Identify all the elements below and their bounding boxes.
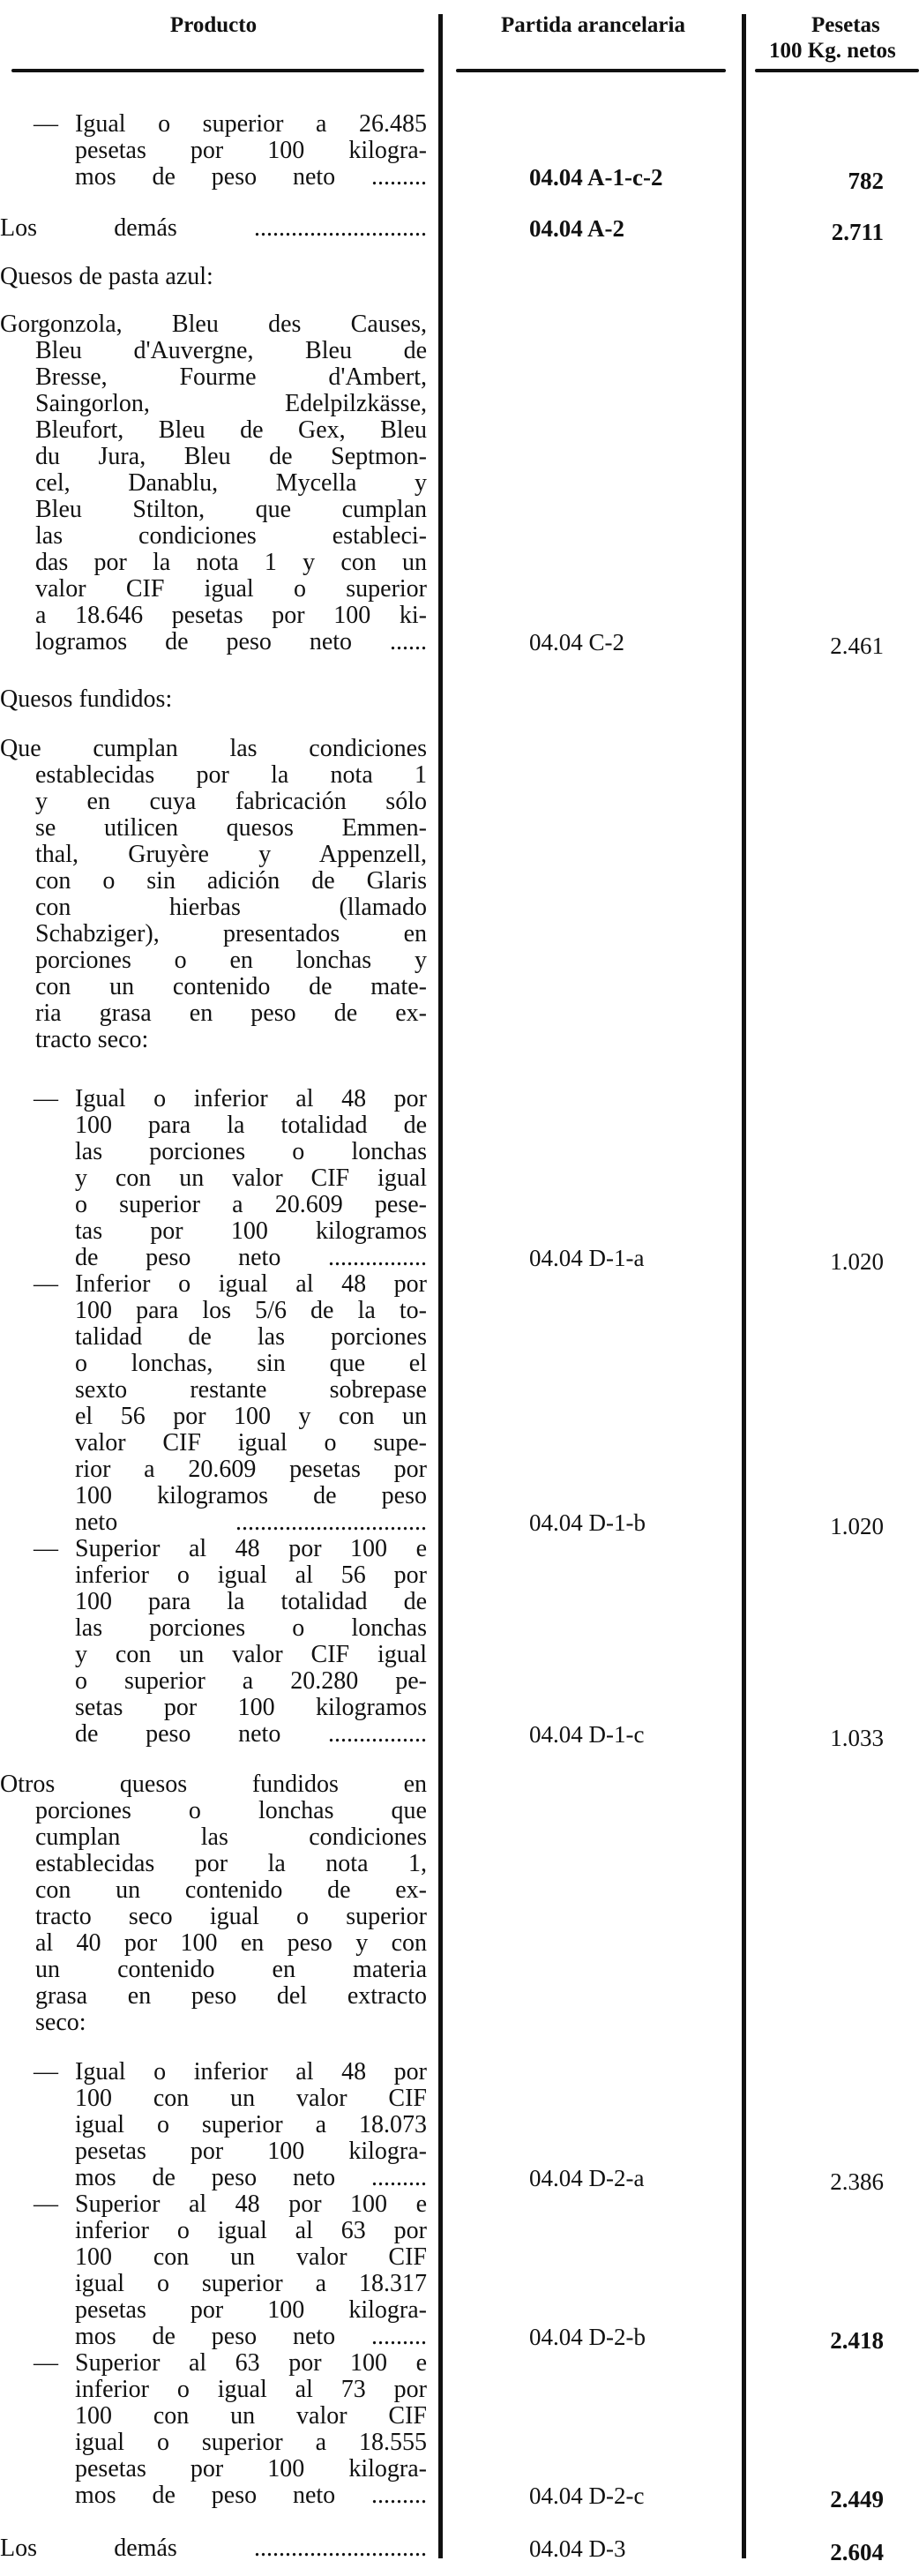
product-text-line: 100 para la totalidad de [75,1112,427,1139]
table-row [0,736,427,1053]
product-text-line: y en cuya fabricación sólo [35,788,427,815]
product-text-line: Bresse, Fourme d'Ambert, [35,363,427,391]
product-text-line: con un contenido de mate- [35,973,427,1000]
table-row [0,1086,427,1271]
duty-amount: 1.033 [830,1725,884,1751]
tariff-code: 04.04 D-1-a [529,1245,645,1271]
column-header-pesetas-line2: 100 Kg. netos [769,39,896,63]
product-text-line: Gorgonzola, Bleu des Causes, [0,311,427,338]
product-text-line: o lonchas, sin que el [75,1350,427,1377]
tariff-code: 04.04 D-1-c [529,1721,645,1748]
product-text-line: Bleu d'Auvergne, Bleu de [35,337,427,364]
column-header-pesetas-line1: Pesetas [811,13,880,37]
product-text-line: o superior a 20.280 pe- [75,1667,427,1695]
dash-bullet: — [34,1270,58,1298]
header-rule-partida [456,69,726,72]
duty-amount: 782 [848,168,884,194]
dash-bullet: — [34,2190,58,2218]
tariff-code: 04.04 A-1-c-2 [529,164,663,191]
product-text-line: das por la nota 1 y con un [35,549,427,576]
product-text-line: rior a 20.609 pesetas por [75,1456,427,1483]
product-text-line: mos de peso neto ......... [75,163,427,191]
tariff-code: 04.04 D-2-b [529,2324,646,2350]
product-text-line: Superior al 63 por 100 e [75,2349,427,2377]
column-header-producto: Producto [169,13,258,37]
column-header-pesetas [750,12,919,64]
product-text-line: pesetas por 100 kilogra- [75,2296,427,2324]
product-text-line: Bleufort, Bleu de Gex, Bleu [35,416,427,444]
product-text-line: con hierbas (llamado [35,894,427,921]
product-text-line: o superior a 20.609 pese- [75,1191,427,1218]
tariff-code: 04.04 C-2 [529,629,624,655]
product-text-line: pesetas por 100 kilogra- [75,137,427,164]
product-text-line: Los demás ............................ [0,214,427,242]
product-text-line: con un contenido de ex- [35,1876,427,1904]
product-text-line: valor CIF igual o supe- [75,1429,427,1456]
table-row [0,264,427,290]
product-text-line: un contenido en materia [35,1956,427,1983]
dash-bullet: — [34,2349,58,2377]
product-text-line: 100 con un valor CIF [75,2085,427,2112]
product-text-line: logramos de peso neto ...... [35,628,427,655]
product-text-line: inferior o igual al 56 por [75,1561,427,1589]
duty-amount: 2.386 [830,2168,884,2195]
product-text-line: talidad de las porciones [75,1323,427,1351]
product-text-line: ria grasa en peso de ex- [35,1000,427,1027]
product-text-line: mos de peso neto ......... [75,2482,427,2509]
tariff-code: 04.04 D-2-c [529,2482,645,2509]
product-text-line: mos de peso neto ......... [75,2164,427,2191]
product-text-line: el 56 por 100 y con un [75,1403,427,1430]
table-row [0,311,427,655]
product-text-line: tracto seco: [35,1026,149,1053]
duty-amount: 2.711 [831,219,884,245]
product-text-line: du Jura, Bleu de Septmon- [35,443,427,470]
dash-bullet: — [34,2058,58,2086]
duty-amount: 1.020 [830,1513,884,1539]
table-row [0,2535,427,2562]
dash-bullet: — [34,1085,58,1112]
product-text-line: neto ............................... [75,1509,427,1536]
product-text-line: 100 con un valor CIF [75,2402,427,2430]
product-text-line: tas por 100 kilogramos [75,1217,427,1245]
product-text-line: y con un valor CIF igual [75,1641,427,1668]
table-row [0,215,427,242]
product-text-line: establecidas por la nota 1, [35,1850,427,1877]
table-row [0,2191,427,2350]
product-text-line: Bleu Stilton, que cumplan [35,496,427,523]
dash-bullet: — [34,1535,58,1562]
product-text-line: se utilicen quesos Emmen- [35,814,427,842]
product-text-line: grasa en peso del extracto [35,1982,427,2010]
column-header-partida: Partida arancelaria [501,13,685,37]
product-text-line: igual o superior a 18.317 [75,2270,427,2297]
tariff-code: 04.04 D-2-a [529,2165,645,2191]
tariff-code: 04.04 D-3 [529,2535,626,2562]
product-text-line: Superior al 48 por 100 e [75,2190,427,2218]
product-text-line: las porciones o lonchas [75,1614,427,1642]
table-row [0,1271,427,1536]
table-row [0,2350,427,2509]
product-text-line: Otros quesos fundidos en [0,1771,427,1798]
product-text-line: valor CIF igual o superior [35,575,427,603]
product-text-line: de peso neto ................ [75,1720,427,1748]
column-divider-2 [742,14,746,2558]
product-text-line: con o sin adición de Glaris [35,867,427,895]
table-row [0,2059,427,2191]
product-text-line: Superior al 48 por 100 e [75,1535,427,1562]
product-text-line: pesetas por 100 kilogra- [75,2138,427,2165]
duty-amount: 2.461 [830,633,884,659]
column-divider-1 [438,14,443,2558]
tariff-code: 04.04 D-1-b [529,1509,646,1536]
tariff-code: 04.04 A-2 [529,215,624,242]
duty-amount: 2.604 [830,2539,884,2565]
product-text-line: 100 para la totalidad de [75,1588,427,1615]
product-text-line: Igual o inferior al 48 por [75,2058,427,2086]
product-text-line: las porciones o lonchas [75,1138,427,1165]
table-row [0,111,427,191]
product-text-line: Igual o superior a 26.485 [75,110,427,138]
product-text-line: 100 para los 5/6 de la to- [75,1297,427,1324]
table-row [0,1771,427,2036]
duty-amount: 1.020 [830,1248,884,1275]
product-text-line: Schabziger), presentados en [35,920,427,947]
product-text-line: Quesos de pasta azul: [0,263,213,290]
product-text-line: Los demás ............................ [0,2535,427,2562]
product-text-line: Que cumplan las condiciones [0,735,427,762]
product-text-line: al 40 por 100 en peso y con [35,1929,427,1957]
product-text-line: cumplan las condiciones [35,1823,427,1851]
product-text-line: las condiciones estableci- [35,522,427,550]
product-text-line: 100 kilogramos de peso [75,1482,427,1509]
product-text-line: Saingorlon, Edelpilzkässe, [35,390,427,417]
product-text-line: setas por 100 kilogramos [75,1694,427,1721]
product-text-line: mos de peso neto ......... [75,2323,427,2350]
product-text-line: inferior o igual al 63 por [75,2217,427,2244]
product-text-line: pesetas por 100 kilogra- [75,2455,427,2482]
product-text-line: inferior o igual al 73 por [75,2376,427,2403]
product-text-line: Inferior o igual al 48 por [75,1270,427,1298]
header-rule-pesetas [755,69,919,72]
product-text-line: igual o superior a 18.555 [75,2429,427,2456]
product-text-line: establecidas por la nota 1 [35,761,427,789]
duty-amount: 2.418 [830,2327,884,2354]
product-text-line: y con un valor CIF igual [75,1164,427,1192]
product-text-line: cel, Danablu, Mycella y [35,469,427,497]
product-text-line: porciones o lonchas que [35,1797,427,1824]
table-row [0,1536,427,1748]
product-text-line: porciones o en lonchas y [35,947,427,974]
product-text-line: thal, Gruyère y Appenzell, [35,841,427,868]
product-text-line: seco: [35,2009,86,2036]
dash-bullet: — [34,110,58,138]
product-text-line: de peso neto ................ [75,1244,427,1271]
product-text-line: Igual o inferior al 48 por [75,1085,427,1112]
duty-amount: 2.449 [830,2486,884,2512]
product-text-line: a 18.646 pesetas por 100 ki- [35,602,427,629]
table-row [0,686,427,713]
product-text-line: 100 con un valor CIF [75,2243,427,2271]
product-text-line: Quesos fundidos: [0,685,173,713]
product-text-line: tracto seco igual o superior [35,1903,427,1930]
product-text-line: sexto restante sobrepase [75,1376,427,1404]
product-text-line: igual o superior a 18.073 [75,2111,427,2138]
header-rule-producto [11,69,424,72]
